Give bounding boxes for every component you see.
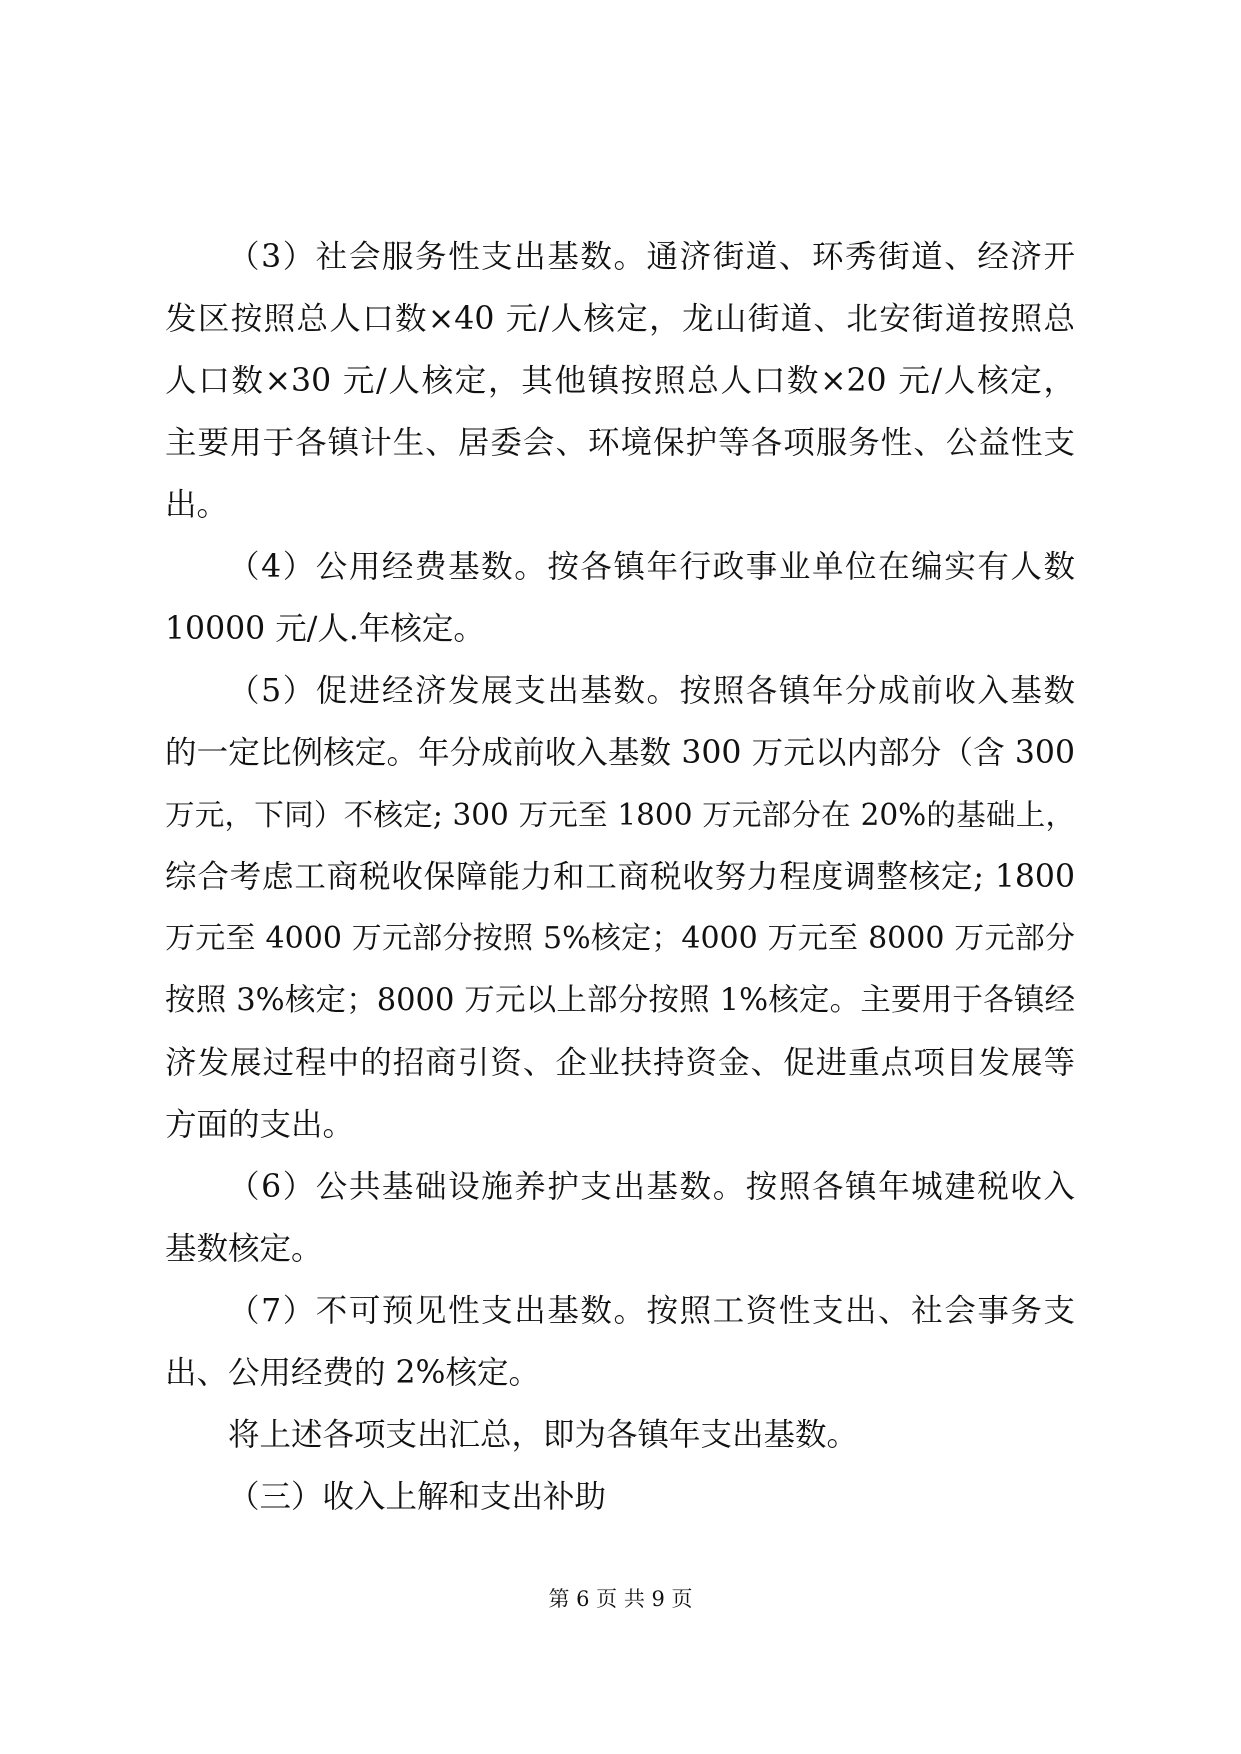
text-line: （4）公用经费基数。按各镇年行政事业单位在编实有人数 bbox=[228, 549, 1075, 585]
body-text bbox=[165, 226, 1075, 1528]
text-line: 按照 3%核定；8000 万元以上部分按照 1%核定。主要用于各镇经 bbox=[165, 983, 1075, 1018]
text-line: 将上述各项支出汇总，即为各镇年支出基数。 bbox=[228, 1417, 859, 1453]
text-line: 人口数×30 元/人核定，其他镇按照总人口数×20 元/人核定， bbox=[165, 363, 1075, 399]
text-line: （6）公共基础设施养护支出基数。按照各镇年城建税收入 bbox=[228, 1169, 1075, 1205]
text-line: （3）社会服务性支出基数。通济街道、环秀街道、经济开 bbox=[228, 239, 1075, 275]
text-line: 出、公用经费的 2%核定。 bbox=[165, 1355, 540, 1391]
text-line: 万元至 4000 万元部分按照 5%核定；4000 万元至 8000 万元部分 bbox=[165, 921, 1075, 956]
text-line: 济发展过程中的招商引资、企业扶持资金、促进重点项目发展等 bbox=[165, 1045, 1075, 1081]
text-line: 发区按照总人口数×40 元/人核定，龙山街道、北安街道按照总 bbox=[165, 301, 1075, 337]
text-line: 主要用于各镇计生、居委会、环境保护等各项服务性、公益性支 bbox=[165, 425, 1075, 461]
text-line: 综合考虑工商税收保障能力和工商税收努力程度调整核定; 1800 bbox=[165, 859, 1075, 895]
text-line: 出。 bbox=[165, 487, 229, 523]
text-line: 10000 元/人.年核定。 bbox=[165, 611, 485, 647]
text-line: 方面的支出。 bbox=[165, 1107, 355, 1143]
text-line: （5）促进经济发展支出基数。按照各镇年分成前收入基数 bbox=[228, 673, 1075, 709]
text-line: 的一定比例核定。年分成前收入基数 300 万元以内部分（含 300 bbox=[165, 735, 1075, 771]
text-line: 万元，下同）不核定; 300 万元至 1800 万元部分在 20%的基础上， bbox=[165, 798, 1075, 832]
text-line: （7）不可预见性支出基数。按照工资性支出、社会事务支 bbox=[228, 1293, 1075, 1329]
page-footer bbox=[0, 1584, 1241, 1614]
text-line: （三）收入上解和支出补助 bbox=[228, 1479, 607, 1515]
text-line: 基数核定。 bbox=[165, 1231, 323, 1267]
page-number-label: 第 6 页 共 9 页 bbox=[548, 1587, 693, 1611]
